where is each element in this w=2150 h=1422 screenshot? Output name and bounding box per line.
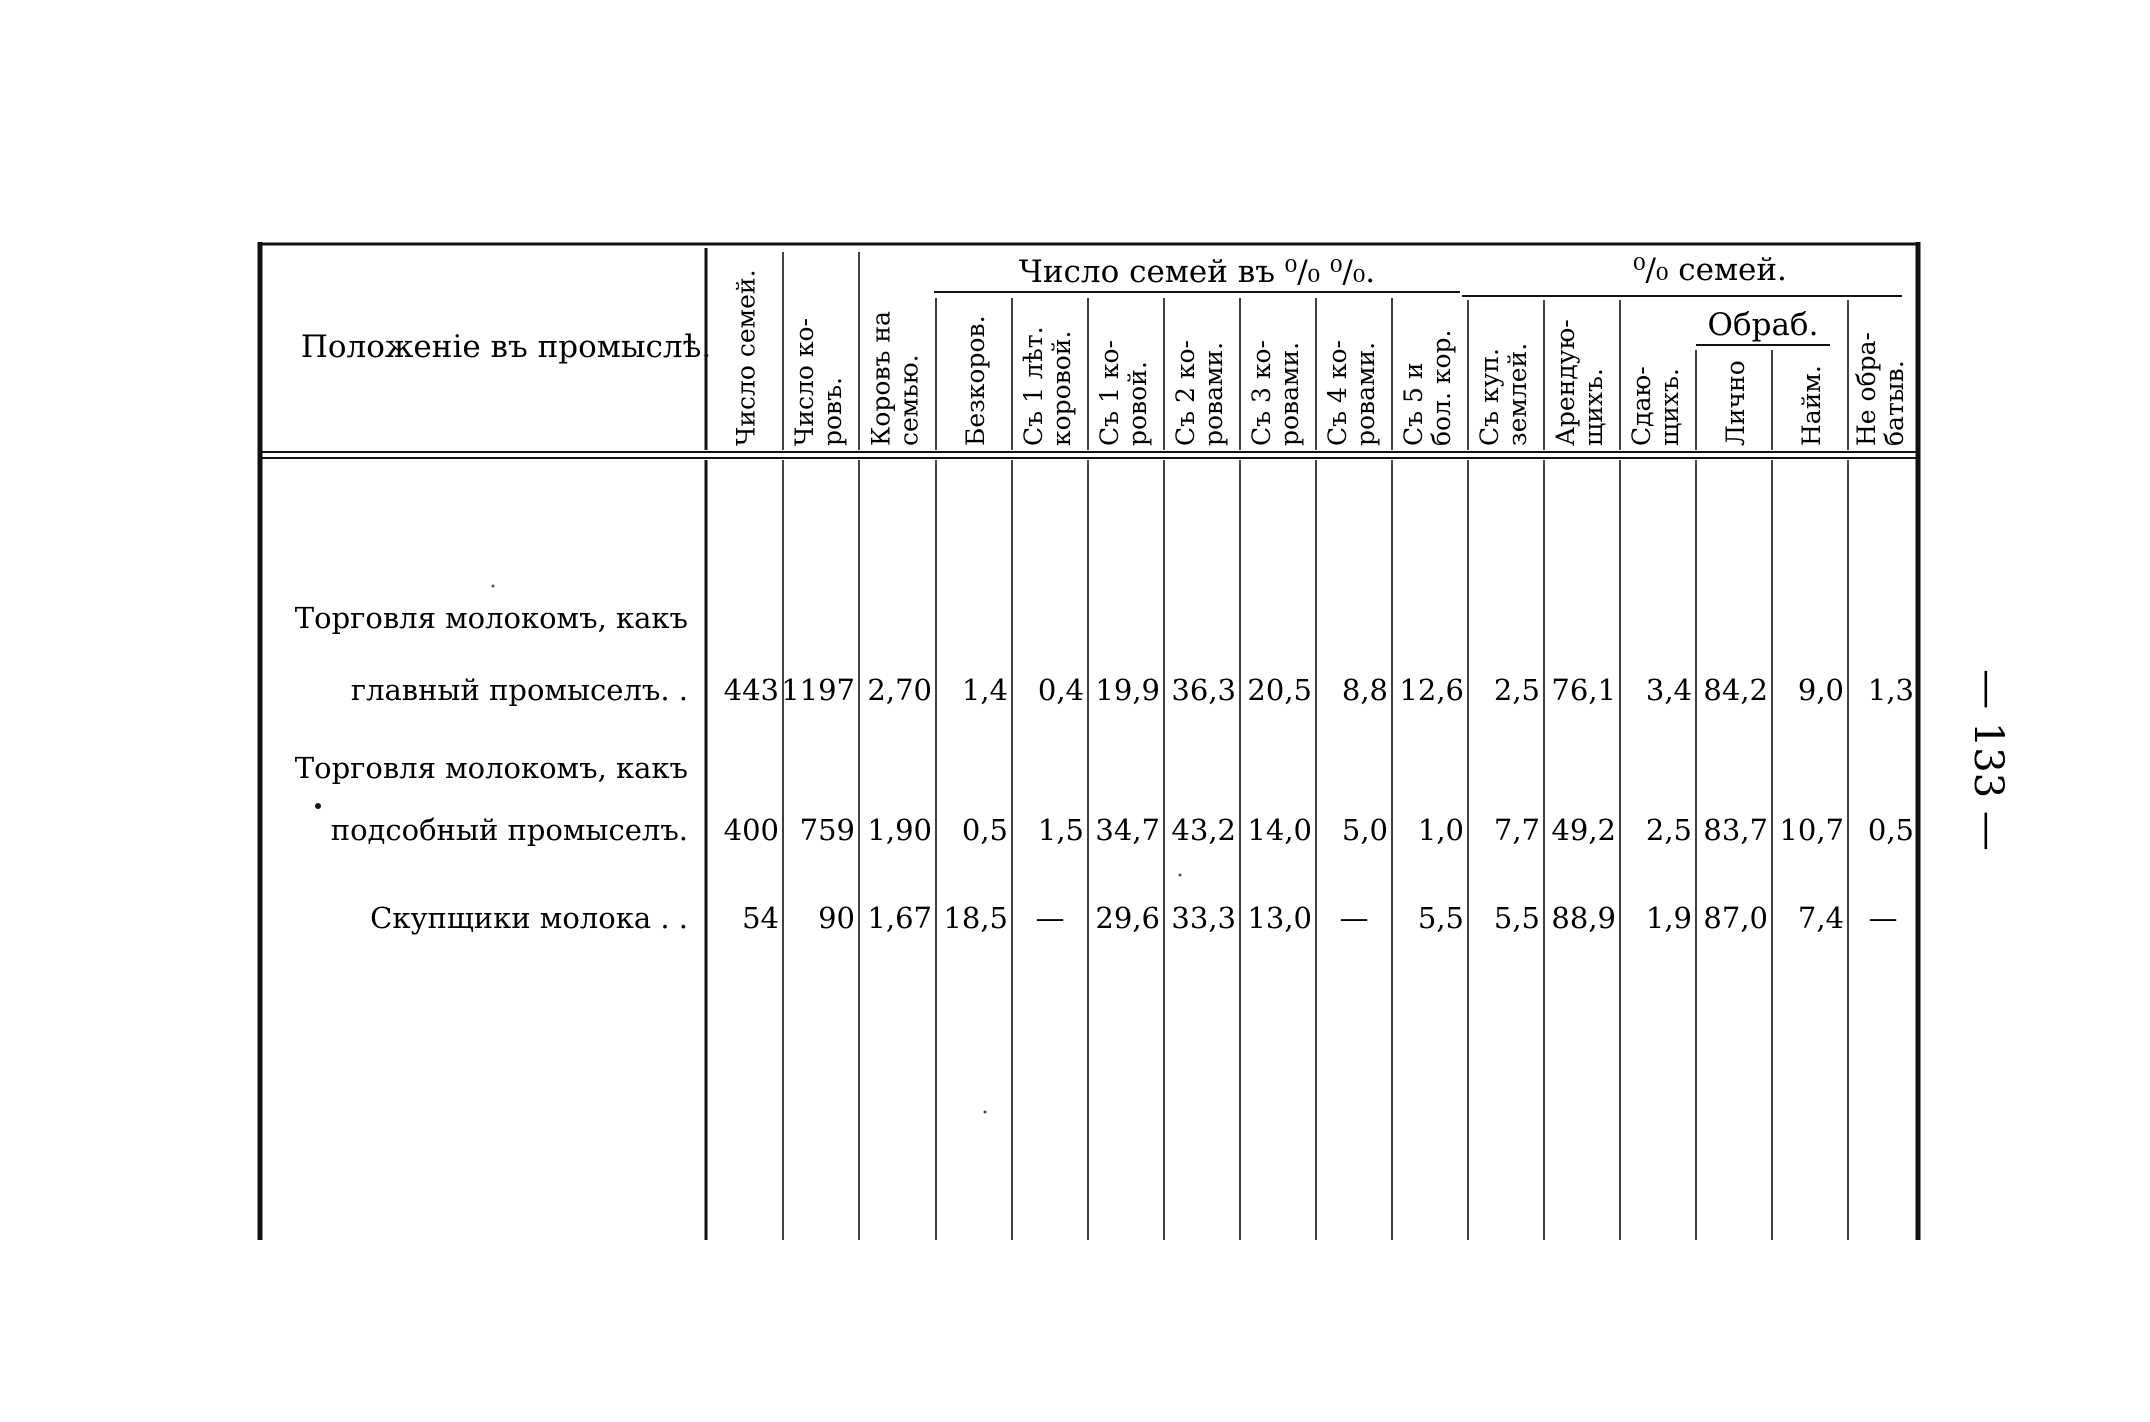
column-header-label: Число ко-: [790, 318, 819, 446]
table-cell: 1,5: [1037, 813, 1084, 847]
column-header-label: щихъ.: [1579, 368, 1608, 446]
table-row: [295, 601, 1914, 707]
table-cell: 5,5: [1493, 901, 1540, 935]
column-header-label: Сдаю-: [1627, 366, 1656, 446]
table-cell: 443: [723, 673, 779, 707]
row-label: Скупщики молока . .: [370, 901, 688, 935]
table-body: [295, 601, 1914, 935]
table-cell: 8,8: [1341, 673, 1388, 707]
table-cell: 87,0: [1703, 901, 1768, 935]
column-header-label: коровой.: [1047, 330, 1076, 446]
table-cell: 43,2: [1171, 813, 1236, 847]
column-header-label: Съ куп.: [1475, 348, 1504, 446]
column-header-label: батыв.: [1880, 360, 1909, 446]
table-cell: —: [1339, 901, 1369, 935]
table-cell: 1,90: [867, 813, 932, 847]
table-row: [295, 751, 1914, 847]
column-header-label: Съ 3 ко-: [1247, 340, 1276, 446]
table-cell: 7,7: [1493, 813, 1540, 847]
table-cell: 90: [818, 901, 855, 935]
column-header-label: ровой.: [1123, 361, 1152, 446]
column-header-label: ровами.: [1351, 341, 1380, 446]
table-cell: 36,3: [1171, 673, 1236, 707]
column-header-label: Коровъ на: [866, 311, 896, 446]
table-cell: 49,2: [1551, 813, 1616, 847]
table-cell: 0,5: [961, 813, 1008, 847]
column-header-label: ровами.: [1275, 341, 1304, 446]
column-header-label: семью.: [894, 354, 924, 446]
column-header-label: ровъ.: [818, 377, 847, 446]
table-cell: 33,3: [1171, 901, 1236, 935]
column-header-label: бол. кор.: [1427, 329, 1456, 446]
table-cell: 1,4: [961, 673, 1008, 707]
column-header-label: ровами.: [1199, 341, 1228, 446]
table-cell: 1,67: [867, 901, 932, 935]
row-label: Торговля молокомъ, какъ: [294, 751, 688, 785]
column-header-label: Съ 1 лѣт.: [1019, 326, 1048, 446]
table-cell: 2,70: [867, 673, 932, 707]
table-cell: 34,7: [1095, 813, 1160, 847]
page-number: — 133 —: [1965, 669, 2011, 851]
table-cell: 10,7: [1779, 813, 1844, 847]
scan-speck: [984, 1111, 987, 1114]
table-cell: 1197: [781, 673, 855, 707]
table-cell: 13,0: [1247, 901, 1312, 935]
group-header-families: Число семей въ ⁰/₀ ⁰/₀.: [1018, 254, 1376, 290]
table-cell: 2,5: [1493, 673, 1540, 707]
table-cell: 5,5: [1417, 901, 1464, 935]
column-header-label: Не обра-: [1852, 331, 1881, 446]
table-cell: 1,0: [1417, 813, 1464, 847]
column-header-label: Съ 1 ко-: [1095, 340, 1124, 446]
table-cell: —: [1868, 901, 1898, 935]
table-cell: 76,1: [1551, 673, 1616, 707]
table-cell: 54: [742, 901, 779, 935]
table-cell: 0,4: [1037, 673, 1084, 707]
table-cell: 19,9: [1095, 673, 1160, 707]
table-cell: 1,9: [1645, 901, 1692, 935]
table-cell: 88,9: [1551, 901, 1616, 935]
column-header-label: Арендую-: [1551, 319, 1580, 446]
table-cell: 759: [799, 813, 855, 847]
row-label: подсобный промыселъ.: [330, 813, 688, 847]
table-cell: 20,5: [1247, 673, 1312, 707]
table-cell: 2,5: [1645, 813, 1692, 847]
column-header-label: щихъ.: [1655, 368, 1684, 446]
column-header-label: землей.: [1503, 342, 1532, 446]
table-cell: 3,4: [1645, 673, 1692, 707]
column-header-label: Съ 5 и: [1399, 362, 1428, 446]
column-header-label: Найм.: [1797, 365, 1826, 446]
table-cell: 12,6: [1399, 673, 1464, 707]
column-header-label: Лично: [1721, 360, 1750, 446]
row-label: главный промыселъ. .: [350, 673, 688, 707]
group-header-families2: ⁰/₀ семей.: [1633, 252, 1787, 288]
group-header-cultivated: Обраб.: [1707, 307, 1819, 343]
column-headers: [706, 248, 1909, 1240]
table-cell: 0,5: [1867, 813, 1914, 847]
table-cell: 29,6: [1095, 901, 1160, 935]
column-header-label: Съ 2 ко-: [1171, 340, 1200, 446]
table-cell: 1,3: [1867, 673, 1914, 707]
row-label: Торговля молокомъ, какъ: [294, 601, 688, 635]
table-cell: 9,0: [1797, 673, 1844, 707]
table-cell: 400: [723, 813, 779, 847]
column-header-label: Съ 4 ко-: [1323, 340, 1352, 446]
scan-speck: [315, 803, 321, 809]
column-header-label: Число семей.: [731, 269, 761, 446]
table-cell: —: [1035, 901, 1065, 935]
table-cell: 83,7: [1703, 813, 1768, 847]
table-cell: 7,4: [1797, 901, 1844, 935]
table-cell: 84,2: [1703, 673, 1768, 707]
scan-speck: [1179, 874, 1182, 877]
table-cell: 14,0: [1247, 813, 1312, 847]
stub-header: Положеніе въ промыслѣ.: [300, 329, 712, 365]
table-cell: 18,5: [943, 901, 1008, 935]
table-row: [370, 901, 1897, 935]
column-header-label: Безкоров.: [961, 315, 990, 446]
table-cell: 5,0: [1341, 813, 1388, 847]
scan-speck: [492, 585, 495, 588]
